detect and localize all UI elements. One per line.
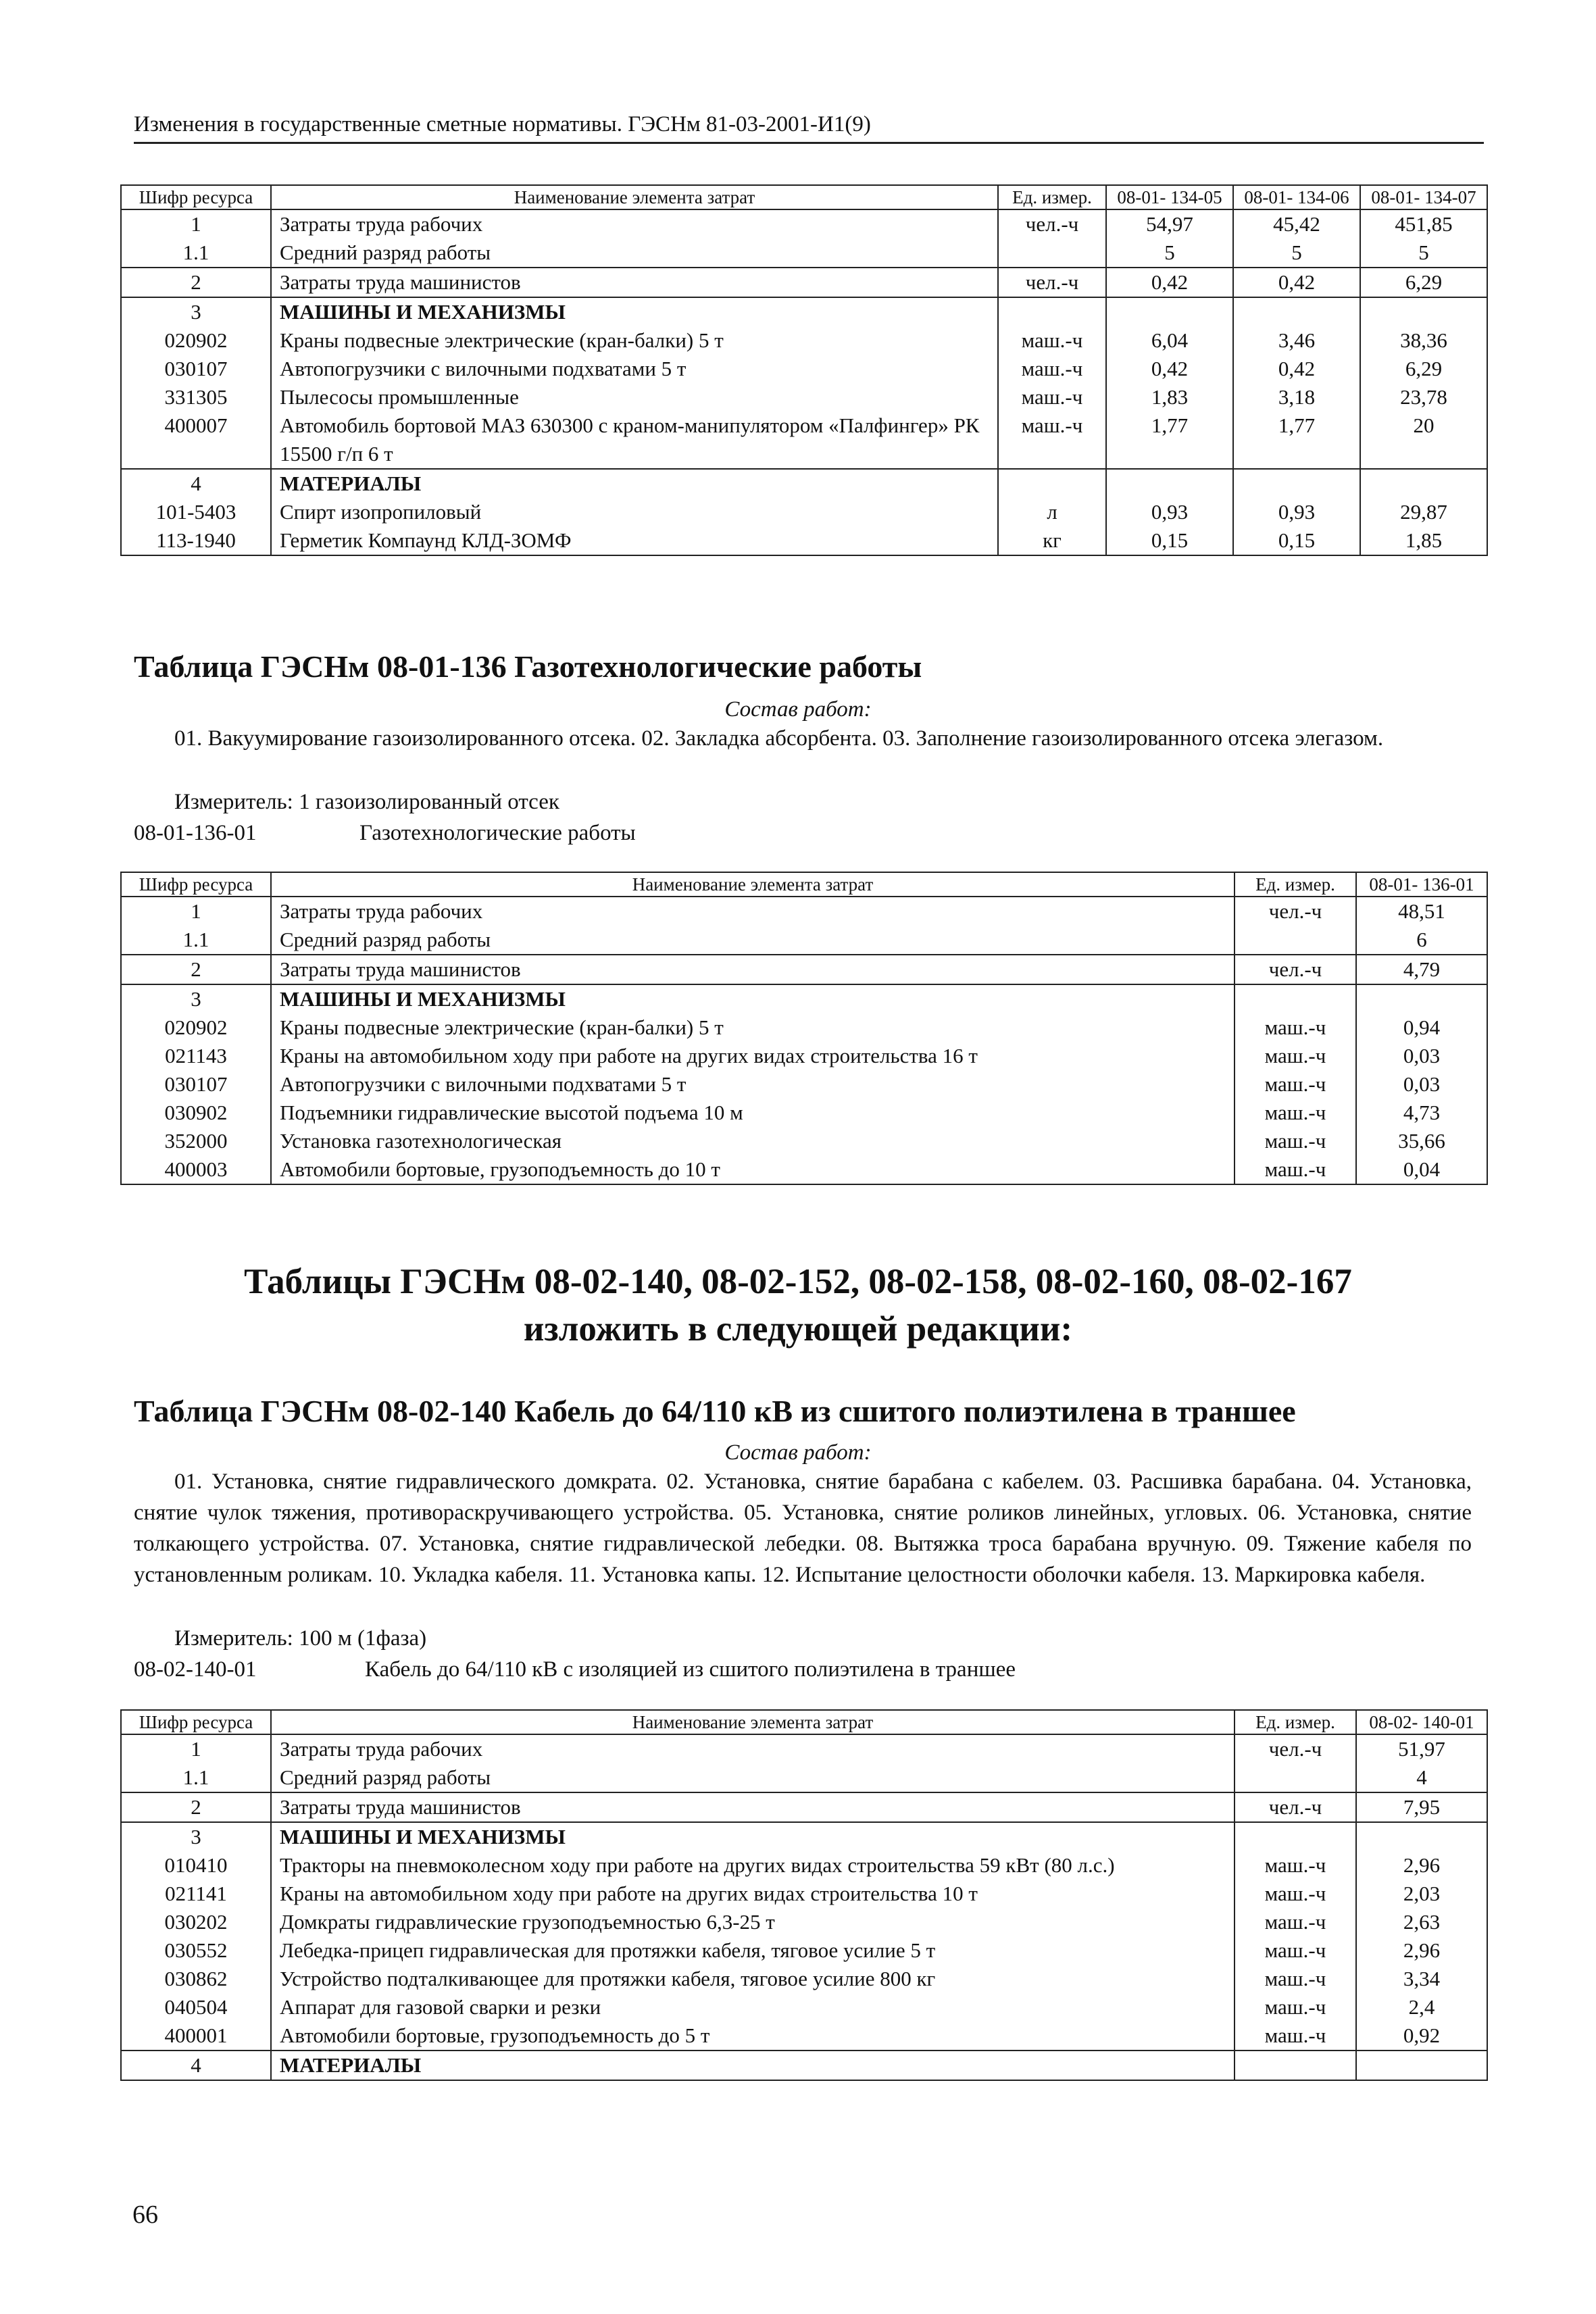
norm-value: 5 [1106, 238, 1233, 268]
norm-value: 4,79 [1356, 955, 1487, 984]
resource-code: 4 [121, 2051, 271, 2080]
table-row [121, 1993, 1487, 2021]
resource-unit: маш.-ч [998, 326, 1106, 355]
resource-name: Автопогрузчики с вилочными подхватами 5 т [271, 1070, 1235, 1099]
resource-name: Средний разряд работы [271, 238, 998, 268]
resource-name: МАШИНЫ И МЕХАНИЗМЫ [271, 297, 998, 326]
norm-value: 6,29 [1360, 355, 1487, 383]
table-row [121, 955, 1487, 984]
table-row [121, 498, 1487, 526]
resource-table-140 [120, 1709, 1488, 2081]
table-row [121, 984, 1487, 1013]
table-row [121, 1734, 1487, 1763]
resource-unit: маш.-ч [1235, 1070, 1356, 1099]
resource-code: 113-1940 [121, 526, 271, 555]
table-row [121, 411, 1487, 469]
resource-name: Средний разряд работы [271, 1763, 1235, 1792]
col-header-norm: 08-01- 134-07 [1360, 185, 1487, 209]
resource-name: Устройство подталкивающее для протяжки кабеля, тяговое усилие 800 кг [271, 1965, 1235, 1993]
norm-name: Газотехнологические работы [359, 821, 636, 845]
norm-value: 451,85 [1360, 209, 1487, 238]
norm-value: 2,4 [1356, 1993, 1487, 2021]
resource-name: МАТЕРИАЛЫ [271, 2051, 1235, 2080]
resource-code: 400003 [121, 1155, 271, 1184]
measure-text: Измеритель: 100 м (1фаза) [174, 1626, 427, 1651]
col-header-name: Наименование элемента затрат [271, 185, 998, 209]
table-row [121, 1822, 1487, 1851]
table-row [121, 238, 1487, 268]
header-rule [134, 142, 1484, 144]
norm-value: 54,97 [1106, 209, 1233, 238]
resource-name: Установка газотехнологическая [271, 1127, 1235, 1155]
col-header-norm: 08-02- 140-01 [1356, 1710, 1487, 1734]
norm-code: 08-02-140-01 [134, 1657, 257, 1682]
table-header-row [121, 872, 1487, 897]
norm-value: 0,94 [1356, 1013, 1487, 1042]
resource-name: Аппарат для газовой сварки и резки [271, 1993, 1235, 2021]
table-row [121, 1013, 1487, 1042]
resource-code: 400001 [121, 2021, 271, 2051]
table-row [121, 526, 1487, 555]
table-row [121, 355, 1487, 383]
col-header-unit: Ед. измер. [1235, 1710, 1356, 1734]
table-row [121, 1070, 1487, 1099]
resource-code: 030202 [121, 1908, 271, 1936]
norm-value: 0,15 [1233, 526, 1360, 555]
resource-unit: чел.-ч [998, 209, 1106, 238]
norm-value [1233, 297, 1360, 326]
table-row [121, 469, 1487, 498]
resource-unit: чел.-ч [1235, 955, 1356, 984]
norm-value: 4,73 [1356, 1099, 1487, 1127]
resource-code: 3 [121, 297, 271, 326]
composition-text: 01. Вакуумирование газоизолированного отсека. 02. Закладка абсорбента. 03. Заполнение газоизолированного отсека элегазом. [174, 726, 1384, 751]
resource-name: Затраты труда рабочих [271, 209, 998, 238]
resource-code: 2 [121, 268, 271, 297]
norm-value: 23,78 [1360, 383, 1487, 411]
table-row [121, 2051, 1487, 2080]
norm-value: 0,03 [1356, 1042, 1487, 1070]
norm-value: 3,18 [1233, 383, 1360, 411]
resource-unit: маш.-ч [1235, 1013, 1356, 1042]
norm-value: 2,03 [1356, 1880, 1487, 1908]
resource-code: 030862 [121, 1965, 271, 1993]
table-row [121, 209, 1487, 238]
norm-value [1356, 984, 1487, 1013]
resource-name: МАШИНЫ И МЕХАНИЗМЫ [271, 984, 1235, 1013]
resource-code: 2 [121, 955, 271, 984]
table-row [121, 1851, 1487, 1880]
resource-name: Затраты труда рабочих [271, 897, 1235, 926]
norm-value: 5 [1233, 238, 1360, 268]
resource-unit: маш.-ч [1235, 1880, 1356, 1908]
resource-unit: маш.-ч [1235, 1993, 1356, 2021]
col-header-code: Шифр ресурса [121, 872, 271, 897]
resource-unit [1235, 1763, 1356, 1792]
norm-value: 1,77 [1233, 411, 1360, 469]
norm-value: 6,04 [1106, 326, 1233, 355]
resource-name: Домкраты гидравлические грузоподъемностью 6,3-25 т [271, 1908, 1235, 1936]
norm-value: 51,97 [1356, 1734, 1487, 1763]
resource-unit: маш.-ч [1235, 2021, 1356, 2051]
norm-value: 20 [1360, 411, 1487, 469]
resource-name: Краны на автомобильном ходу при работе на других видах строительства 10 т [271, 1880, 1235, 1908]
resource-name: Автомобили бортовые, грузоподъемность до 5 т [271, 2021, 1235, 2051]
norm-value: 0,42 [1233, 268, 1360, 297]
composition-text: 01. Установка, снятие гидравлического домкрата. 02. Установка, снятие барабана с кабелем. 03. Расшивка барабана. 04. Установка, снятие чулок тяжения, противораскручивающего устройства. 05. Установка, снятие роликов линейных, угловых. 06. Установка, снятие толкающего устройства. 07. Установка, снятие гидравлической лебедки. 08. Вытяжка троса барабана вручную. 09. Тяжение кабеля по установленным роликам. 10. Укладка кабеля. 11. Установка капы. 12. Испытание целостности оболочки кабеля. 13. Маркировка кабеля. [134, 1469, 1472, 1587]
norm-value [1356, 1822, 1487, 1851]
norm-value: 3,46 [1233, 326, 1360, 355]
resource-name: Автопогрузчики с вилочными подхватами 5 т [271, 355, 998, 383]
norm-value: 6,29 [1360, 268, 1487, 297]
col-header-code: Шифр ресурса [121, 1710, 271, 1734]
resource-code: 1 [121, 209, 271, 238]
table-row [121, 2021, 1487, 2051]
norm-value: 48,51 [1356, 897, 1487, 926]
resource-table-136 [120, 872, 1488, 1185]
norm-value: 38,36 [1360, 326, 1487, 355]
norm-name: Кабель до 64/110 кВ с изоляцией из сшитого полиэтилена в траншее [365, 1657, 1016, 1682]
resource-unit: маш.-ч [1235, 1908, 1356, 1936]
amendment-title-line2: изложить в следующей редакции: [523, 1309, 1073, 1349]
composition-label: Состав работ: [724, 697, 872, 722]
resource-code: 2 [121, 1792, 271, 1822]
resource-name: Затраты труда машинистов [271, 1792, 1235, 1822]
col-header-code: Шифр ресурса [121, 185, 271, 209]
resource-unit: маш.-ч [998, 411, 1106, 469]
resource-unit: маш.-ч [1235, 1042, 1356, 1070]
resource-name: Лебедка-прицеп гидравлическая для протяжки кабеля, тяговое усилие 5 т [271, 1936, 1235, 1965]
table-row [121, 897, 1487, 926]
norm-value: 1,85 [1360, 526, 1487, 555]
table-row [121, 1127, 1487, 1155]
resource-unit: маш.-ч [998, 383, 1106, 411]
table-row [121, 1908, 1487, 1936]
resource-name: Краны подвесные электрические (кран-балки) 5 т [271, 1013, 1235, 1042]
resource-code: 1.1 [121, 1763, 271, 1792]
table-row [121, 326, 1487, 355]
resource-code: 030552 [121, 1936, 271, 1965]
resource-name: Затраты труда рабочих [271, 1734, 1235, 1763]
resource-code: 030107 [121, 355, 271, 383]
col-header-unit: Ед. измер. [998, 185, 1106, 209]
norm-value: 6 [1356, 926, 1487, 955]
table-row [121, 1099, 1487, 1127]
resource-code: 3 [121, 1822, 271, 1851]
norm-value [1233, 469, 1360, 498]
norm-value: 0,42 [1106, 355, 1233, 383]
norm-value: 0,42 [1233, 355, 1360, 383]
resource-code: 400007 [121, 411, 271, 469]
norm-value: 0,93 [1106, 498, 1233, 526]
norm-value: 1,77 [1106, 411, 1233, 469]
resource-name: Краны подвесные электрические (кран-балки) 5 т [271, 326, 998, 355]
resource-unit: чел.-ч [1235, 1734, 1356, 1763]
table-header-row [121, 185, 1487, 209]
norm-value: 35,66 [1356, 1127, 1487, 1155]
norm-value: 1,83 [1106, 383, 1233, 411]
resource-code: 021141 [121, 1880, 271, 1908]
norm-value: 4 [1356, 1763, 1487, 1792]
resource-name: Краны на автомобильном ходу при работе на других видах строительства 16 т [271, 1042, 1235, 1070]
resource-unit: маш.-ч [998, 355, 1106, 383]
resource-name: Автомобиль бортовой МАЗ 630300 с краном-манипулятором «Палфингер» РК 15500 г/п 6 т [271, 411, 998, 469]
norm-value: 7,95 [1356, 1792, 1487, 1822]
table-row [121, 1880, 1487, 1908]
resource-name: МАШИНЫ И МЕХАНИЗМЫ [271, 1822, 1235, 1851]
norm-value [1106, 469, 1233, 498]
resource-code: 3 [121, 984, 271, 1013]
table-row [121, 268, 1487, 297]
resource-name: Автомобили бортовые, грузоподъемность до 10 т [271, 1155, 1235, 1184]
table-row [121, 297, 1487, 326]
resource-name: Затраты труда машинистов [271, 268, 998, 297]
resource-unit: маш.-ч [1235, 1965, 1356, 1993]
measure-text: Измеритель: 1 газоизолированный отсек [174, 790, 559, 814]
norm-value: 5 [1360, 238, 1487, 268]
resource-name: Пылесосы промышленные [271, 383, 998, 411]
resource-unit: л [998, 498, 1106, 526]
table-row [121, 1965, 1487, 1993]
resource-unit [1235, 984, 1356, 1013]
resource-name: Тракторы на пневмоколесном ходу при работе на других видах строительства 59 кВт (80 л.с.) [271, 1851, 1235, 1880]
resource-code: 040504 [121, 1993, 271, 2021]
col-header-name: Наименование элемента затрат [271, 1710, 1235, 1734]
resource-unit [1235, 1822, 1356, 1851]
resource-unit: кг [998, 526, 1106, 555]
norm-value [1360, 469, 1487, 498]
table-row [121, 1155, 1487, 1184]
resource-code: 352000 [121, 1127, 271, 1155]
resource-unit: маш.-ч [1235, 1099, 1356, 1127]
norm-code: 08-01-136-01 [134, 821, 257, 845]
resource-name: Средний разряд работы [271, 926, 1235, 955]
resource-name: Затраты труда машинистов [271, 955, 1235, 984]
page-number: 66 [132, 2200, 158, 2229]
resource-unit [1235, 926, 1356, 955]
resource-code: 1.1 [121, 926, 271, 955]
resource-unit: чел.-ч [1235, 897, 1356, 926]
norm-value [1356, 2051, 1487, 2080]
resource-code: 1 [121, 1734, 271, 1763]
composition-label: Состав работ: [724, 1440, 872, 1465]
norm-value: 0,42 [1106, 268, 1233, 297]
resource-unit: чел.-ч [1235, 1792, 1356, 1822]
norm-value: 2,96 [1356, 1936, 1487, 1965]
resource-unit [998, 469, 1106, 498]
norm-value: 45,42 [1233, 209, 1360, 238]
norm-value: 0,92 [1356, 2021, 1487, 2051]
resource-code: 4 [121, 469, 271, 498]
resource-name: МАТЕРИАЛЫ [271, 469, 998, 498]
resource-name: Спирт изопропиловый [271, 498, 998, 526]
resource-unit: маш.-ч [1235, 1851, 1356, 1880]
resource-unit [1235, 2051, 1356, 2080]
resource-code: 021143 [121, 1042, 271, 1070]
resource-code: 1 [121, 897, 271, 926]
norm-value: 3,34 [1356, 1965, 1487, 1993]
table-header-row [121, 1710, 1487, 1734]
resource-unit: чел.-ч [998, 268, 1106, 297]
resource-code: 020902 [121, 1013, 271, 1042]
amendment-title-line1: Таблицы ГЭСНм 08-02-140, 08-02-152, 08-02-158, 08-02-160, 08-02-167 [244, 1262, 1352, 1301]
norm-value: 29,87 [1360, 498, 1487, 526]
table-row [121, 1936, 1487, 1965]
norm-value: 2,63 [1356, 1908, 1487, 1936]
section-title-136: Таблица ГЭСНм 08-01-136 Газотехнологические работы [134, 649, 922, 684]
norm-value: 0,15 [1106, 526, 1233, 555]
resource-unit: маш.-ч [1235, 1155, 1356, 1184]
resource-unit: маш.-ч [1235, 1127, 1356, 1155]
resource-unit [998, 238, 1106, 268]
table-row [121, 383, 1487, 411]
col-header-norm: 08-01- 136-01 [1356, 872, 1487, 897]
col-header-norm: 08-01- 134-06 [1233, 185, 1360, 209]
running-header: Изменения в государственные сметные нормативы. ГЭСНм 81-03-2001-И1(9) [134, 112, 871, 136]
resource-name: Подъемники гидравлические высотой подъема 10 м [271, 1099, 1235, 1127]
resource-code: 1.1 [121, 238, 271, 268]
resource-code: 030902 [121, 1099, 271, 1127]
norm-value [1106, 297, 1233, 326]
table-row [121, 1792, 1487, 1822]
norm-value: 0,03 [1356, 1070, 1487, 1099]
resource-code: 101-5403 [121, 498, 271, 526]
section-title-140: Таблица ГЭСНм 08-02-140 Кабель до 64/110 кВ из сшитого полиэтилена в траншее [134, 1394, 1296, 1428]
norm-value: 0,93 [1233, 498, 1360, 526]
norm-value: 2,96 [1356, 1851, 1487, 1880]
norm-value: 0,04 [1356, 1155, 1487, 1184]
norm-value [1360, 297, 1487, 326]
col-header-norm: 08-01- 134-05 [1106, 185, 1233, 209]
table-row [121, 926, 1487, 955]
resource-code: 020902 [121, 326, 271, 355]
table-row [121, 1042, 1487, 1070]
resource-code: 010410 [121, 1851, 271, 1880]
resource-code: 331305 [121, 383, 271, 411]
col-header-name: Наименование элемента затрат [271, 872, 1235, 897]
table-row [121, 1763, 1487, 1792]
resource-unit: маш.-ч [1235, 1936, 1356, 1965]
resource-unit [998, 297, 1106, 326]
col-header-unit: Ед. измер. [1235, 872, 1356, 897]
resource-table-134 [120, 184, 1488, 556]
resource-name: Герметик Компаунд КЛД-ЗОМФ [271, 526, 998, 555]
resource-code: 030107 [121, 1070, 271, 1099]
